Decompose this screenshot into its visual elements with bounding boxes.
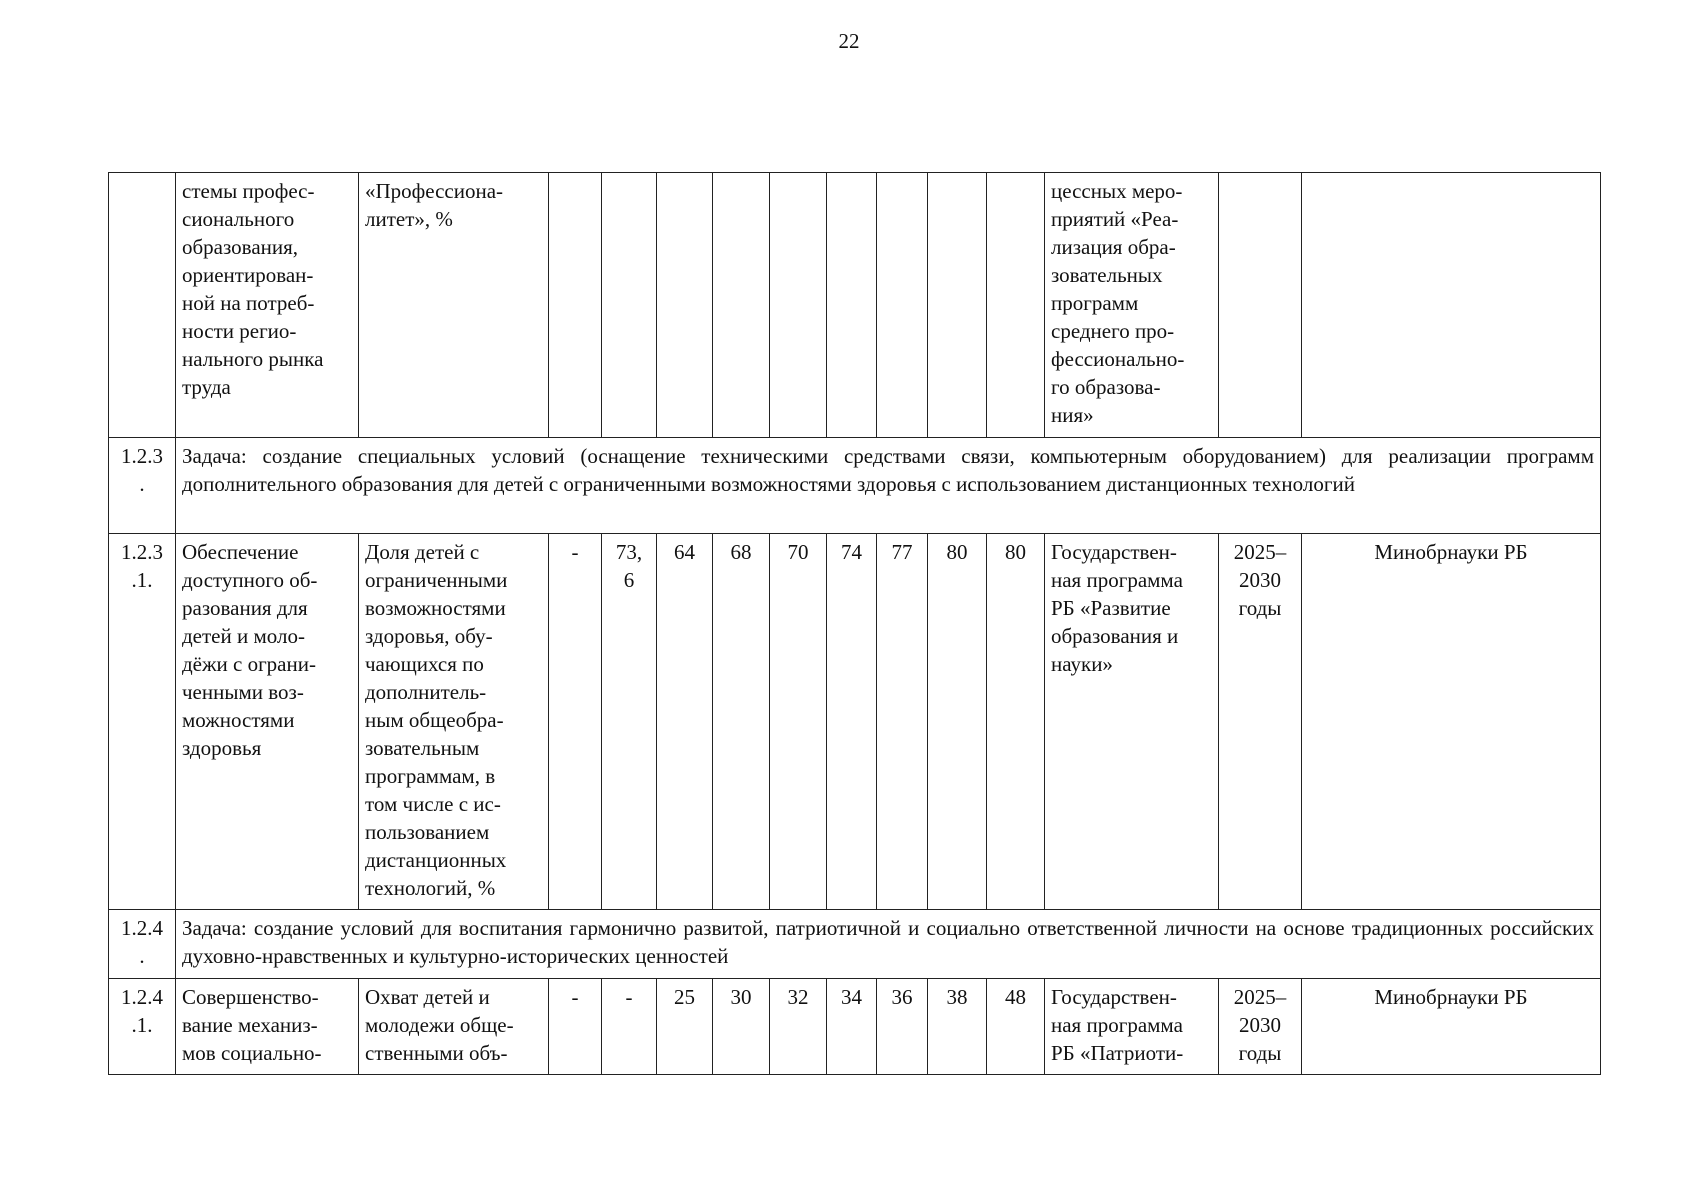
- value-cell: 80: [987, 534, 1045, 910]
- value-cell: 74: [827, 534, 877, 910]
- value-cell: 30: [713, 979, 770, 1075]
- task-row: [109, 438, 1601, 534]
- value-cell: 32: [770, 979, 827, 1075]
- responsible-cell: [1302, 173, 1601, 438]
- value-cell: [602, 173, 657, 438]
- responsible-cell: Минобрнауки РБ: [1302, 979, 1601, 1075]
- task-number-cell: 1.2.4 .: [109, 910, 176, 979]
- value-cell: 38: [928, 979, 987, 1075]
- indicator-cell: Доля детей с ограниченными возможностями здоровья, обу- чающихся по дополнитель- ным общеобра- зовательным программам, в том числе с ис- пользованием дистанционных технологий, %: [359, 534, 549, 910]
- value-cell: [987, 173, 1045, 438]
- row-number-cell: 1.2.4 .1.: [109, 979, 176, 1075]
- table-row: [109, 173, 1601, 438]
- value-cell: 68: [713, 534, 770, 910]
- task-text-cell: Задача: создание специальных условий (оснащение техническими средствами связи, компьютерным оборудованием) для реализации программ дополнительного образования для детей с ограниченными возможностями здоровья с использованием дистанционных технологий: [176, 438, 1601, 534]
- value-cell: 70: [770, 534, 827, 910]
- value-cell: [713, 173, 770, 438]
- value-cell: -: [549, 534, 602, 910]
- row-number-cell: [109, 173, 176, 438]
- value-cell: [549, 173, 602, 438]
- event-cell: Совершенство- вание механиз- мов социально-: [176, 979, 359, 1075]
- value-cell: -: [602, 979, 657, 1075]
- source-program-cell: Государствен- ная программа РБ «Патриоти-: [1045, 979, 1219, 1075]
- value-cell: [770, 173, 827, 438]
- indicator-cell: Охват детей и молодежи обще- ственными объ-: [359, 979, 549, 1075]
- program-indicators-table: [108, 172, 1601, 1075]
- responsible-cell: Минобрнауки РБ: [1302, 534, 1601, 910]
- source-program-cell: Государствен- ная программа РБ «Развитие образования и науки»: [1045, 534, 1219, 910]
- value-cell: 36: [877, 979, 928, 1075]
- period-cell: 2025– 2030 годы: [1219, 534, 1302, 910]
- event-cell: Обеспечение доступного об- разования для детей и моло- дёжи с ограни- ченными воз- можностями здоровья: [176, 534, 359, 910]
- table-row: [109, 979, 1601, 1075]
- value-cell: 64: [657, 534, 713, 910]
- value-cell: [827, 173, 877, 438]
- task-text-cell: Задача: создание условий для воспитания гармонично развитой, патриотичной и социально ответственной личности на основе традиционных российских духовно-нравственных и культурно-исторических ценностей: [176, 910, 1601, 979]
- value-cell: 73, 6: [602, 534, 657, 910]
- value-cell: [928, 173, 987, 438]
- period-cell: 2025– 2030 годы: [1219, 979, 1302, 1075]
- period-cell: [1219, 173, 1302, 438]
- value-cell: 48: [987, 979, 1045, 1075]
- page-number: 22: [838, 29, 860, 53]
- value-cell: 25: [657, 979, 713, 1075]
- task-number-cell: 1.2.3 .: [109, 438, 176, 534]
- task-row: [109, 910, 1601, 979]
- value-cell: 34: [827, 979, 877, 1075]
- event-cell: стемы профес- сионального образования, ориентирован- ной на потреб- ности регио- нального рынка труда: [176, 173, 359, 438]
- value-cell: [877, 173, 928, 438]
- indicator-cell: «Профессиона- литет», %: [359, 173, 549, 438]
- value-cell: -: [549, 979, 602, 1075]
- source-program-cell: цессных меро- приятий «Реа- лизация обра- зовательных программ среднего про- фессионально- го образова- ния»: [1045, 173, 1219, 438]
- value-cell: 77: [877, 534, 928, 910]
- value-cell: 80: [928, 534, 987, 910]
- row-number-cell: 1.2.3 .1.: [109, 534, 176, 910]
- table-row: [109, 534, 1601, 910]
- value-cell: [657, 173, 713, 438]
